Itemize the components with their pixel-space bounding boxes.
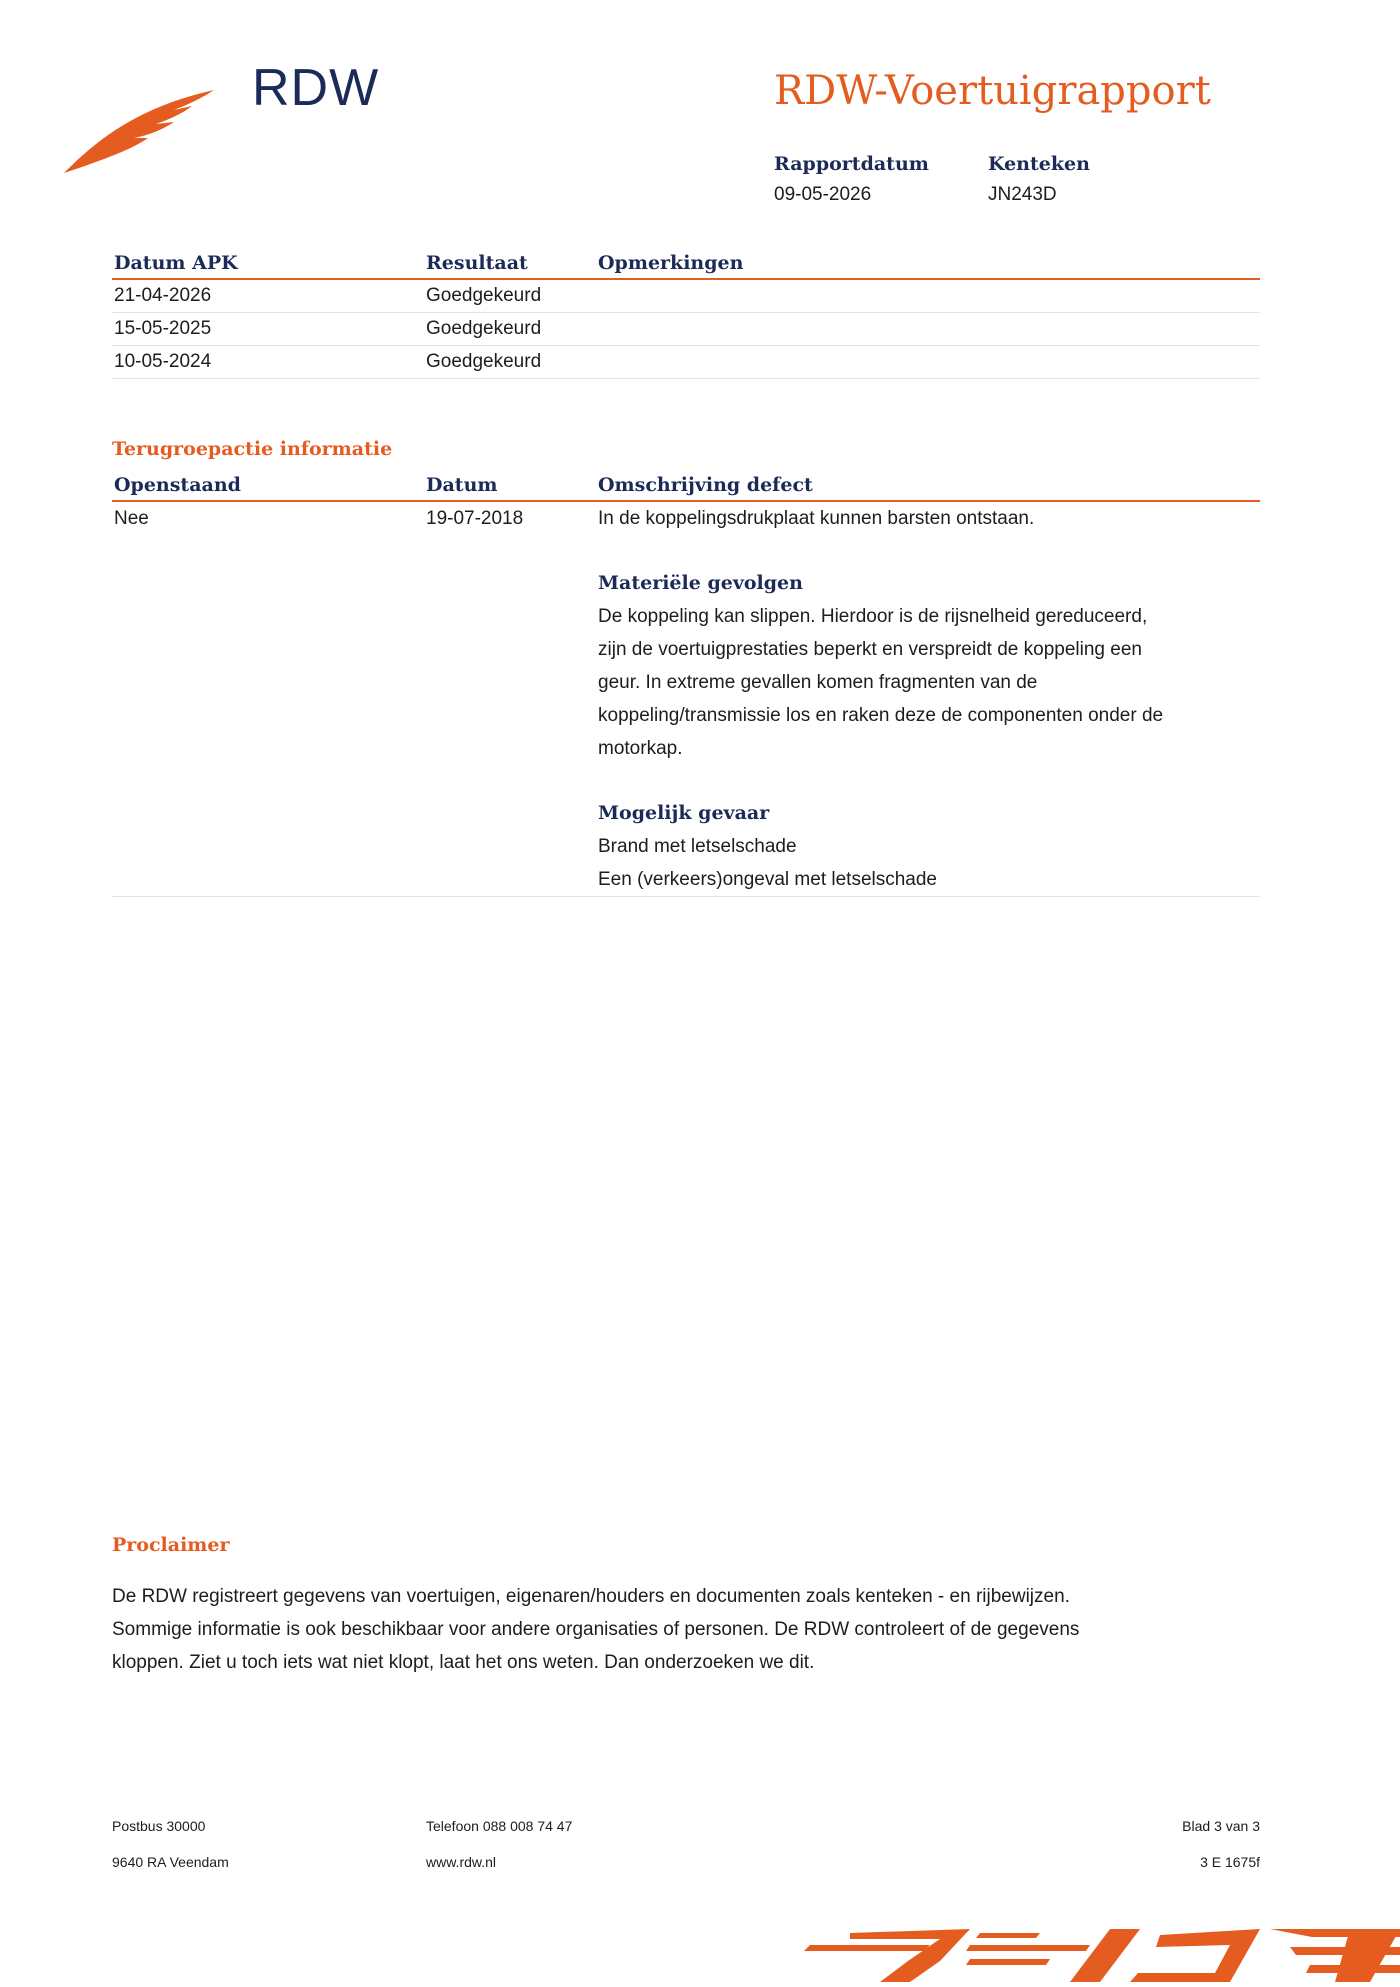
consequences-line: koppeling/transmissie los en raken deze de componenten onder de [598,705,1164,726]
danger-line: Brand met letselschade [598,836,797,857]
consequences-line: geur. In extreme gevallen komen fragmenten van de [598,672,1038,693]
col-header-date: Datum [426,474,498,496]
danger-line: Een (verkeers)ongeval met letselschade [598,869,938,890]
consequences-line: De koppeling kan slippen. Hierdoor is de rijsnelheid gereduceerd, [598,606,1148,627]
proclaimer-line: De RDW registreert gegevens van voertuigen, eigenaren/houders en documenten zoals kenteken - en rijbewijzen. [112,1586,1070,1607]
footer-website: www.rdw.nl [426,1854,497,1870]
consequences-text [598,600,1163,765]
danger-title: Mogelijk gevaar [598,802,770,824]
apk-result: Goedgekeurd [426,285,542,306]
recall-open: Nee [114,508,149,529]
apk-date: 10-05-2024 [114,351,212,372]
footer-page-number: Blad 3 van 3 [1182,1818,1260,1834]
apk-table [112,246,1260,379]
proclaimer-text [112,1580,1262,1679]
footer-address-line1: Postbus 30000 [112,1818,206,1834]
table-row [112,280,1260,313]
proclaimer-title: Proclaimer [112,1534,230,1556]
col-header-defect: Omschrijving defect [598,474,813,496]
col-header-open: Openstaand [114,474,241,496]
table-row [112,502,1260,897]
apk-result: Goedgekeurd [426,318,542,339]
plate-label: Kenteken [988,153,1090,175]
report-title: RDW-Voertuigrapport [774,68,1211,114]
proclaimer-line: kloppen. Ziet u toch iets wat niet klopt, laat het ons weten. Dan onderzoeken we dit. [112,1652,815,1673]
apk-result: Goedgekeurd [426,351,542,372]
footer-phone: Telefoon 088 008 74 47 [426,1818,573,1834]
apk-table-header [112,246,1260,280]
footer-code: 3 E 1675f [1200,1854,1260,1870]
rdw-stripes-graphic-icon [790,1925,1400,1987]
table-row [112,313,1260,346]
recall-defect: In de koppelingsdrukplaat kunnen barsten ontstaan. [598,508,1035,529]
proclaimer-line: Sommige informatie is ook beschikbaar voor andere organisaties of personen. De RDW controleert of de gegevens [112,1619,1080,1640]
danger-text [598,830,937,896]
table-row [112,346,1260,379]
consequences-title: Materiële gevolgen [598,572,803,594]
consequences-line: motorkap. [598,738,683,759]
col-header-result: Resultaat [426,252,528,274]
recall-date: 19-07-2018 [426,508,524,529]
recall-section-title: Terugroepactie informatie [112,438,393,460]
plate-value: JN243D [988,184,1057,205]
apk-date: 15-05-2025 [114,318,212,339]
logo-text: RDW [252,59,380,117]
apk-date: 21-04-2026 [114,285,212,306]
footer-address-line2: 9640 RA Veendam [112,1854,229,1870]
recall-table [112,468,1260,897]
col-header-apk-date: Datum APK [114,252,238,274]
report-date-value: 09-05-2026 [774,184,872,205]
report-date-label: Rapportdatum [774,153,929,175]
col-header-remarks: Opmerkingen [598,252,744,274]
consequences-line: zijn de voertuigprestaties beperkt en verspreidt de koppeling een [598,639,1142,660]
rdw-wing-logo-icon [64,88,234,183]
recall-table-header [112,468,1260,502]
